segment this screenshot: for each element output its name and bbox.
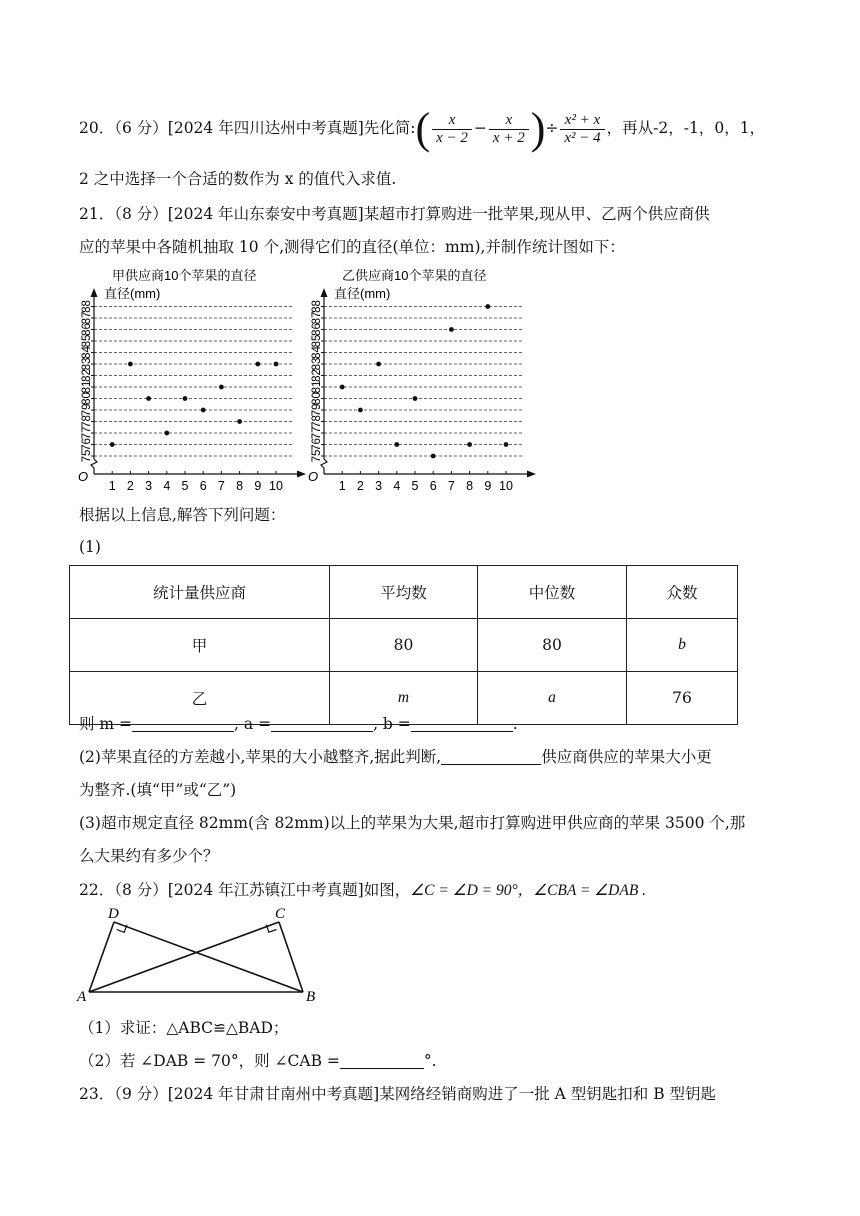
- q22-line1: [79, 880, 646, 901]
- divide-sign: ÷: [545, 119, 559, 137]
- answer-blank-supplier[interactable]: [441, 748, 541, 765]
- stats-table: [69, 565, 738, 725]
- q20-number: 20．: [79, 119, 115, 137]
- table-cell: 80: [330, 619, 478, 672]
- x-tick-label: 6: [429, 479, 437, 493]
- q22-part2: [79, 1051, 437, 1071]
- y-tick-label: 85: [81, 334, 93, 348]
- data-point: [274, 362, 279, 367]
- fraction-1: $\frac{x}{x - 2}$: [432, 112, 472, 147]
- label-C: C: [275, 906, 286, 922]
- x-tick-label: 1: [108, 479, 116, 493]
- data-point: [449, 327, 454, 332]
- answer-blank-m[interactable]: [132, 715, 234, 732]
- data-point: [485, 304, 490, 309]
- table-cell: b: [627, 619, 738, 672]
- q21-part2-line2: 为整齐.(填“甲”或“乙”): [79, 781, 237, 799]
- y-tick-label: 83: [311, 357, 323, 371]
- x-tick-label: 7: [217, 479, 225, 493]
- q22-part1: （1）求证：△ABC≌△BAD；: [79, 1019, 289, 1037]
- y-tick-label: 86: [311, 323, 323, 336]
- left-paren: (: [415, 104, 431, 153]
- q21-line1: 21．（8 分）[2024 年山东泰安中考真题]某超市打算购进一批苹果,现从甲、乙两个供应商供: [79, 205, 710, 223]
- x-tick-label: 7: [447, 479, 455, 493]
- x-tick-label: 3: [375, 479, 383, 493]
- x-tick-label: 4: [393, 479, 401, 493]
- y-tick-label: 84: [311, 346, 323, 359]
- x-tick-label: 5: [181, 479, 189, 493]
- q22-condition-1: ∠C = ∠D = 90°，: [410, 882, 534, 899]
- table-header: 众数: [627, 566, 738, 619]
- x-tick-label: 10: [269, 479, 283, 493]
- data-point: [128, 362, 133, 367]
- y-tick-label: 87: [81, 311, 93, 325]
- q23-line1: 23．（9 分）[2024 年甘肃甘南州中考真题]某网络经销商购进了一批 A 型钥匙扣和 B 型钥匙: [79, 1085, 717, 1103]
- data-point: [110, 442, 115, 447]
- data-point: [431, 454, 436, 459]
- label-B: B: [306, 989, 316, 1005]
- label-A: A: [77, 989, 87, 1005]
- data-point: [201, 408, 206, 413]
- triangle-figure: [70, 905, 330, 1005]
- x-tick-label: 9: [484, 479, 492, 493]
- y-tick-label: 85: [311, 334, 323, 348]
- y-tick-label: 78: [311, 415, 323, 428]
- x-tick-label: 3: [145, 479, 153, 493]
- y-tick-label: 88: [311, 300, 323, 313]
- x-tick-label: 10: [499, 479, 513, 493]
- q22-part2-text: （2）若 ∠DAB = 70°，则 ∠CAB =: [79, 1052, 340, 1070]
- chart-yi: [300, 262, 550, 502]
- y-tick-label: 80: [311, 392, 323, 405]
- table-row: [70, 619, 738, 672]
- y-tick-label: 79: [311, 403, 323, 417]
- q22-condition-2: ∠CBA = ∠DAB .: [533, 882, 647, 899]
- q21-after-chart: 根据以上信息,解答下列问题：: [79, 506, 286, 524]
- table-cell: 甲: [70, 619, 330, 672]
- q21-part2-line1: [79, 747, 712, 767]
- q20-score: （6 分）: [114, 119, 168, 137]
- y-tick-label: 88: [81, 300, 93, 313]
- x-tick-label: 6: [199, 479, 207, 493]
- y-tick-label: 80: [81, 392, 93, 405]
- data-point: [467, 442, 472, 447]
- y-axis-label: 直径(mm): [334, 286, 391, 301]
- q21-line2: 应的苹果中各随机抽取 10 个,测得它们的直径(单位：mm),并制作统计图如下：: [79, 238, 625, 256]
- answer-blank-a[interactable]: [271, 715, 373, 732]
- y-tick-label: 82: [311, 369, 323, 382]
- table-cell: 80: [478, 619, 627, 672]
- chart-jia: [70, 262, 310, 502]
- x-axis-arrow: [527, 471, 536, 478]
- q20-line2: 2 之中选择一个合适的数作为 x 的值代入求值.: [79, 170, 397, 188]
- answer-blank-b[interactable]: [411, 715, 513, 732]
- table-cell: a: [478, 672, 627, 725]
- y-tick-label: 84: [81, 346, 93, 359]
- q21-part1-label: (1): [79, 538, 101, 556]
- origin-label: O: [78, 469, 89, 484]
- y-tick-label: 78: [81, 415, 93, 428]
- origin-label: O: [308, 469, 319, 484]
- q21-part3-line1: (3)超市规定直径 82mm(含 82mm)以上的苹果为大果,超市打算购进甲供应商的苹果 3500 个,那: [79, 814, 746, 832]
- q22-part2-end: °.: [423, 1052, 437, 1070]
- x-tick-label: 8: [236, 479, 244, 493]
- right-paren: ): [530, 104, 546, 153]
- x-tick-label: 5: [411, 479, 419, 493]
- fill-a-label: , a =: [234, 715, 272, 733]
- q21-part2-text: (2)苹果直径的方差越小,苹果的大小越整齐,据此判断,: [79, 748, 442, 766]
- answer-blank-angle[interactable]: [340, 1052, 424, 1069]
- label-D: D: [108, 906, 119, 922]
- y-tick-label: 75: [311, 449, 323, 463]
- table-header: 平均数: [330, 566, 478, 619]
- fill-m-label: 则 m =: [79, 715, 133, 733]
- x-tick-label: 8: [466, 479, 474, 493]
- y-axis-arrow: [91, 288, 98, 297]
- q21-part3-line2: 么大果约有多少个？: [79, 847, 219, 865]
- data-point: [255, 362, 260, 367]
- data-point: [146, 396, 151, 401]
- y-tick-label: 83: [81, 357, 93, 371]
- fraction-3: $\frac{\text{x² + x}}{\text{x² − 4}}$: [560, 112, 604, 147]
- y-tick-label: 77: [311, 426, 323, 440]
- minus-sign: −: [473, 119, 487, 137]
- table-cell: 76: [627, 672, 738, 725]
- table-header: 中位数: [478, 566, 627, 619]
- fill-end: .: [512, 715, 518, 733]
- q20-tail: ，再从-2，-1，0，1，: [606, 119, 766, 137]
- data-point: [394, 442, 399, 447]
- data-point: [237, 419, 242, 424]
- y-tick-label: 76: [81, 438, 93, 451]
- q21-part2-text-b: 供应商供应的苹果大小更: [541, 748, 712, 766]
- y-axis-label: 直径(mm): [104, 286, 161, 301]
- table-cell: m: [330, 672, 478, 725]
- data-point: [183, 396, 188, 401]
- data-point: [376, 362, 381, 367]
- x-tick-label: 2: [126, 479, 134, 493]
- y-tick-label: 75: [81, 449, 93, 463]
- y-tick-label: 79: [81, 403, 93, 417]
- fraction-2: $\frac{x}{x + 2}$: [489, 112, 529, 147]
- y-tick-label: 87: [311, 311, 323, 325]
- q20-line1: [79, 104, 765, 152]
- chart-title: 甲供应商10个苹果的直径: [112, 268, 257, 283]
- y-tick-label: 77: [81, 426, 93, 440]
- y-tick-label: 76: [311, 438, 323, 451]
- data-point: [340, 385, 345, 390]
- data-point: [504, 442, 509, 447]
- y-tick-label: 81: [311, 380, 323, 394]
- x-tick-label: 9: [254, 479, 262, 493]
- x-tick-label: 1: [338, 479, 346, 493]
- data-point: [219, 385, 224, 390]
- q22-intro: 22．（8 分）[2024 年江苏镇江中考真题]如图，: [79, 881, 411, 899]
- data-point: [164, 431, 169, 436]
- y-axis-arrow: [321, 288, 328, 297]
- data-point: [358, 408, 363, 413]
- q20-source: [2024 年四川达州中考真题]先化简:: [167, 119, 416, 137]
- table-header: 统计量供应商: [70, 566, 330, 619]
- table-cell: 乙: [70, 672, 330, 725]
- q21-fill-line: [79, 714, 518, 734]
- table-header-row: [70, 566, 738, 619]
- x-tick-label: 4: [163, 479, 171, 493]
- fill-b-label: , b =: [373, 715, 411, 733]
- data-point: [413, 396, 418, 401]
- y-tick-label: 82: [81, 369, 93, 382]
- chart-title: 乙供应商10个苹果的直径: [342, 268, 487, 283]
- y-tick-label: 86: [81, 323, 93, 336]
- y-tick-label: 81: [81, 380, 93, 394]
- x-tick-label: 2: [356, 479, 364, 493]
